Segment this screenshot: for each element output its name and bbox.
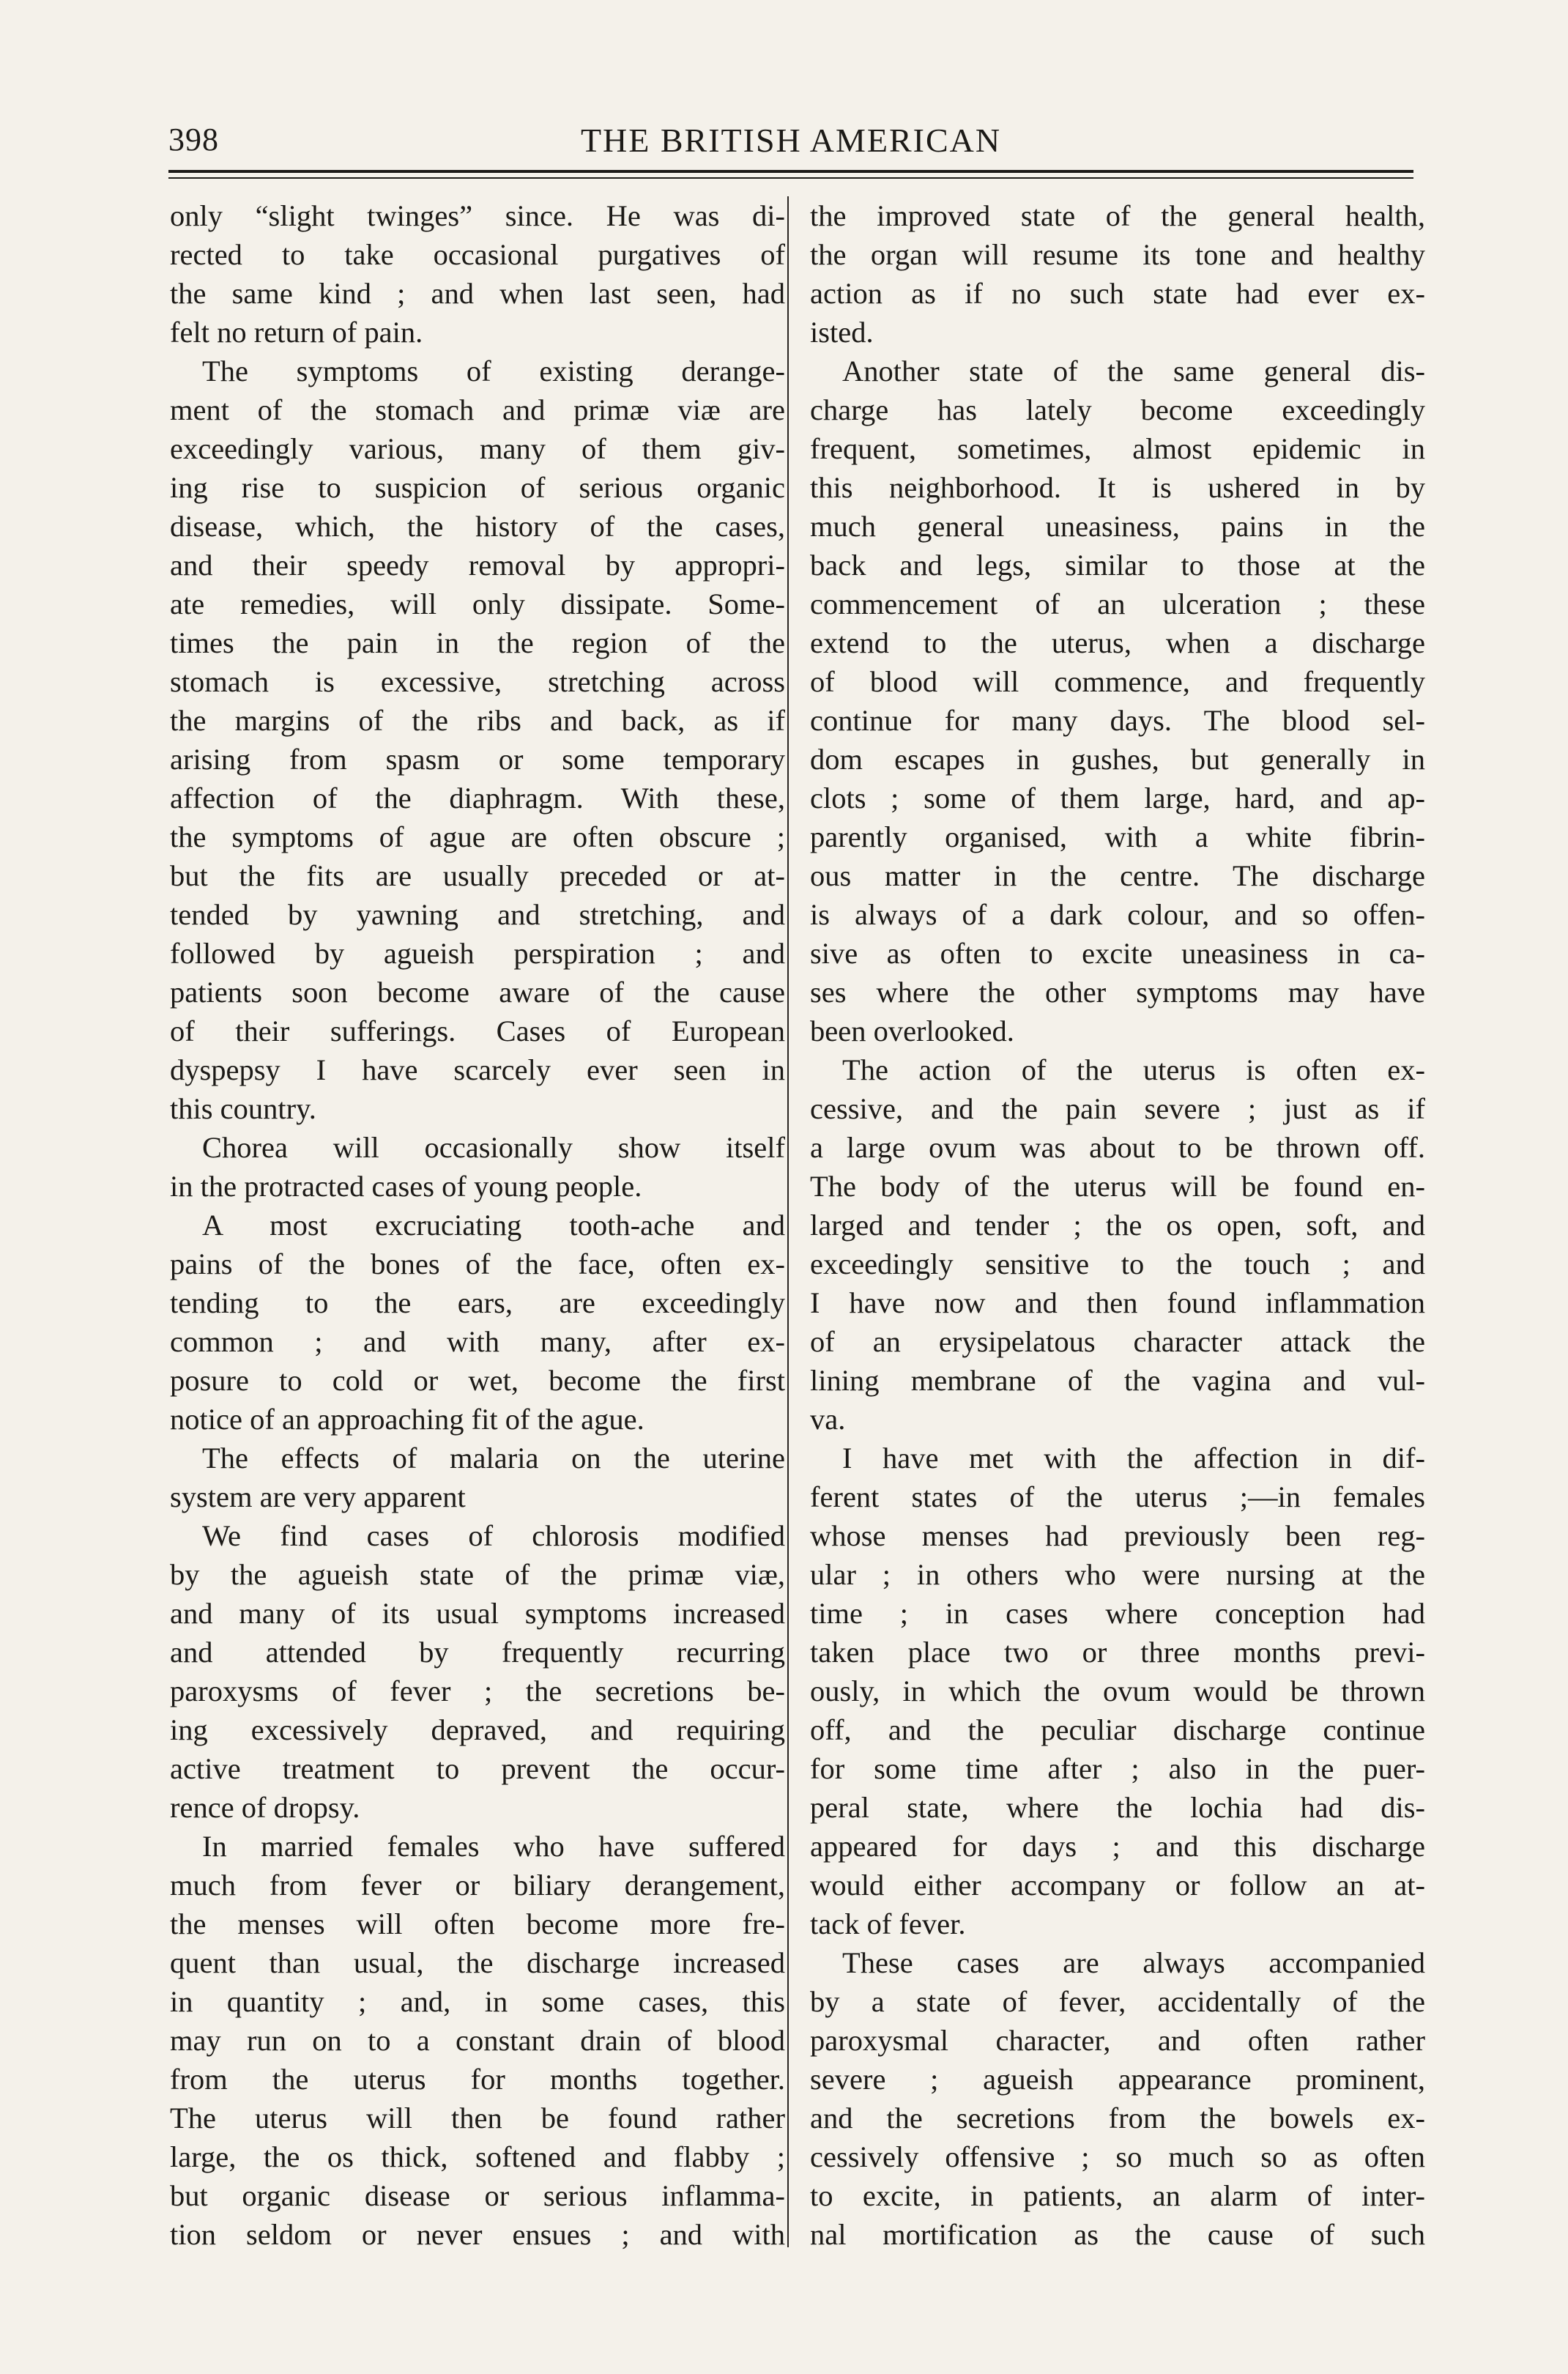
text-line: ing excessively depraved, and requiring xyxy=(170,1713,785,1746)
text-line: tended by yawning and stretching, and xyxy=(170,898,785,931)
text-line: and their speedy removal by appropri- xyxy=(170,549,785,582)
text-line: The effects of malaria on the uterine xyxy=(202,1442,785,1475)
text-line: of blood will commence, and frequently xyxy=(810,665,1425,698)
text-line: va. xyxy=(810,1403,846,1436)
text-line: A most excruciating tooth-ache and xyxy=(202,1209,785,1242)
text-line: of an erysipelatous character attack the xyxy=(810,1325,1425,1358)
text-line: of their sufferings. Cases of European xyxy=(170,1014,785,1047)
text-column-left xyxy=(170,196,785,2254)
text-line: severe ; agueish appearance prominent, xyxy=(810,2063,1425,2096)
text-line: larged and tender ; the os open, soft, and xyxy=(810,1209,1425,1242)
text-line: ment of the stomach and primæ viæ are xyxy=(170,393,785,426)
text-line: cessively offensive ; so much so as often xyxy=(810,2140,1425,2173)
text-line: nal mortification as the cause of such xyxy=(810,2218,1425,2251)
header-rule-thick xyxy=(168,170,1413,173)
text-line: this neighborhood. It is ushered in by xyxy=(810,471,1425,504)
text-line: rence of dropsy. xyxy=(170,1791,360,1824)
header-rule-thin xyxy=(168,177,1413,179)
text-line: felt no return of pain. xyxy=(170,316,423,349)
text-line: peral state, where the lochia had dis- xyxy=(810,1791,1425,1824)
text-line: active treatment to prevent the occur- xyxy=(170,1752,785,1785)
text-line: The action of the uterus is often ex- xyxy=(842,1053,1425,1086)
text-line: continue for many days. The blood sel- xyxy=(810,704,1425,737)
text-line: ous matter in the centre. The discharge xyxy=(810,859,1425,892)
text-line: but the fits are usually preceded or at- xyxy=(170,859,785,892)
text-line: times the pain in the region of the xyxy=(170,626,785,659)
text-line: stomach is excessive, stretching across xyxy=(170,665,785,698)
text-line: commencement of an ulceration ; these xyxy=(810,587,1425,620)
text-line: common ; and with many, after ex- xyxy=(170,1325,785,1358)
text-line: dom escapes in gushes, but generally in xyxy=(810,743,1425,776)
text-line: been overlooked. xyxy=(810,1014,1014,1047)
text-line: exceedingly various, many of them giv- xyxy=(170,432,785,465)
text-line: ously, in which the ovum would be thrown xyxy=(810,1674,1425,1707)
text-line: tack of fever. xyxy=(810,1907,966,1940)
text-line: rected to take occasional purgatives of xyxy=(170,238,785,271)
text-line: exceedingly sensitive to the touch ; and xyxy=(810,1247,1425,1280)
text-line: posure to cold or wet, become the first xyxy=(170,1364,785,1397)
text-line: appeared for days ; and this discharge xyxy=(810,1830,1425,1863)
text-line: system are very apparent xyxy=(170,1480,466,1513)
text-line: in quantity ; and, in some cases, this xyxy=(170,1985,785,2018)
text-line: lining membrane of the vagina and vul- xyxy=(810,1364,1425,1397)
text-line: is always of a dark colour, and so offen- xyxy=(810,898,1425,931)
text-line: ate remedies, will only dissipate. Some- xyxy=(170,587,785,620)
text-line: tion seldom or never ensues ; and with xyxy=(170,2218,785,2251)
text-column-right xyxy=(810,196,1425,2254)
text-line: The symptoms of existing derange- xyxy=(202,355,785,387)
text-line: clots ; some of them large, hard, and ap- xyxy=(810,782,1425,815)
text-line: back and legs, similar to those at the xyxy=(810,549,1425,582)
text-line: I have met with the affection in dif- xyxy=(842,1442,1425,1475)
text-line: a large ovum was about to be thrown off. xyxy=(810,1131,1425,1164)
text-line: The body of the uterus will be found en- xyxy=(810,1170,1425,1203)
text-line: and attended by frequently recurring xyxy=(170,1636,785,1669)
text-line: would either accompany or follow an at- xyxy=(810,1869,1425,1902)
text-line: quent than usual, the discharge increased xyxy=(170,1946,785,1979)
text-line: much general uneasiness, pains in the xyxy=(810,510,1425,543)
text-line: sive as often to excite uneasiness in ca- xyxy=(810,937,1425,970)
text-line: the margins of the ribs and back, as if xyxy=(170,704,785,737)
text-line: in the protracted cases of young people. xyxy=(170,1170,642,1203)
text-line: by a state of fever, accidentally of the xyxy=(810,1985,1425,2018)
page-header xyxy=(168,121,1413,165)
text-line: much from fever or biliary derangement, xyxy=(170,1869,785,1902)
text-line: for some time after ; also in the puer- xyxy=(810,1752,1425,1785)
text-line: ing rise to suspicion of serious organic xyxy=(170,471,785,504)
text-line: may run on to a constant drain of blood xyxy=(170,2024,785,2057)
text-line: but organic disease or serious inflamma- xyxy=(170,2179,785,2212)
text-line: off, and the peculiar discharge continue xyxy=(810,1713,1425,1746)
text-line: arising from spasm or some temporary xyxy=(170,743,785,776)
text-line: charge has lately become exceedingly xyxy=(810,393,1425,426)
text-line: pains of the bones of the face, often ex- xyxy=(170,1247,785,1280)
page-number: 398 xyxy=(168,122,219,157)
text-line: large, the os thick, softened and flabby ; xyxy=(170,2140,785,2173)
text-line: taken place two or three months previ- xyxy=(810,1636,1425,1669)
text-line: notice of an approaching fit of the ague. xyxy=(170,1403,644,1436)
text-line: paroxysms of fever ; the secretions be- xyxy=(170,1674,785,1707)
text-line: These cases are always accompanied xyxy=(842,1946,1425,1979)
text-line: We find cases of chlorosis modified xyxy=(202,1519,785,1552)
text-line: tending to the ears, are exceedingly xyxy=(170,1286,785,1319)
text-line: frequent, sometimes, almost epidemic in xyxy=(810,432,1425,465)
text-line: the same kind ; and when last seen, had xyxy=(170,277,785,310)
text-line: ular ; in others who were nursing at the xyxy=(810,1558,1425,1591)
text-line: extend to the uterus, when a discharge xyxy=(810,626,1425,659)
text-line: by the agueish state of the primæ viæ, xyxy=(170,1558,785,1591)
text-line: In married females who have suffered xyxy=(202,1830,785,1863)
text-line: from the uterus for months together. xyxy=(170,2063,785,2096)
text-line: action as if no such state had ever ex- xyxy=(810,277,1425,310)
text-line: this country. xyxy=(170,1092,316,1125)
text-line: the menses will often become more fre- xyxy=(170,1907,785,1940)
column-divider xyxy=(787,196,789,2247)
text-line: and the secretions from the bowels ex- xyxy=(810,2102,1425,2134)
text-line: isted. xyxy=(810,316,874,349)
text-line: and many of its usual symptoms increased xyxy=(170,1597,785,1630)
text-line: ses where the other symptoms may have xyxy=(810,976,1425,1009)
text-line: followed by agueish perspiration ; and xyxy=(170,937,785,970)
text-line: to excite, in patients, an alarm of inter- xyxy=(810,2179,1425,2212)
text-line: affection of the diaphragm. With these, xyxy=(170,782,785,815)
text-line: patients soon become aware of the cause xyxy=(170,976,785,1009)
text-line: The uterus will then be found rather xyxy=(170,2102,785,2134)
text-line: paroxysmal character, and often rather xyxy=(810,2024,1425,2057)
text-line: the improved state of the general health, xyxy=(810,199,1425,232)
text-line: ferent states of the uterus ;—in females xyxy=(810,1480,1425,1513)
text-line: only “slight twinges” since. He was di- xyxy=(170,199,785,232)
text-line: parently organised, with a white fibrin- xyxy=(810,820,1425,853)
text-line: disease, which, the history of the cases, xyxy=(170,510,785,543)
text-line: dyspepsy I have scarcely ever seen in xyxy=(170,1053,785,1086)
text-line: time ; in cases where conception had xyxy=(810,1597,1425,1630)
text-line: Chorea will occasionally show itself xyxy=(202,1131,785,1164)
text-line: cessive, and the pain severe ; just as if xyxy=(810,1092,1425,1125)
text-line: I have now and then found inflammation xyxy=(810,1286,1425,1319)
text-line: the symptoms of ague are often obscure ; xyxy=(170,820,785,853)
text-line: Another state of the same general dis- xyxy=(842,355,1425,387)
text-line: whose menses had previously been reg- xyxy=(810,1519,1425,1552)
running-title: THE BRITISH AMERICAN xyxy=(580,122,1002,159)
text-line: the organ will resume its tone and healthy xyxy=(810,238,1425,271)
